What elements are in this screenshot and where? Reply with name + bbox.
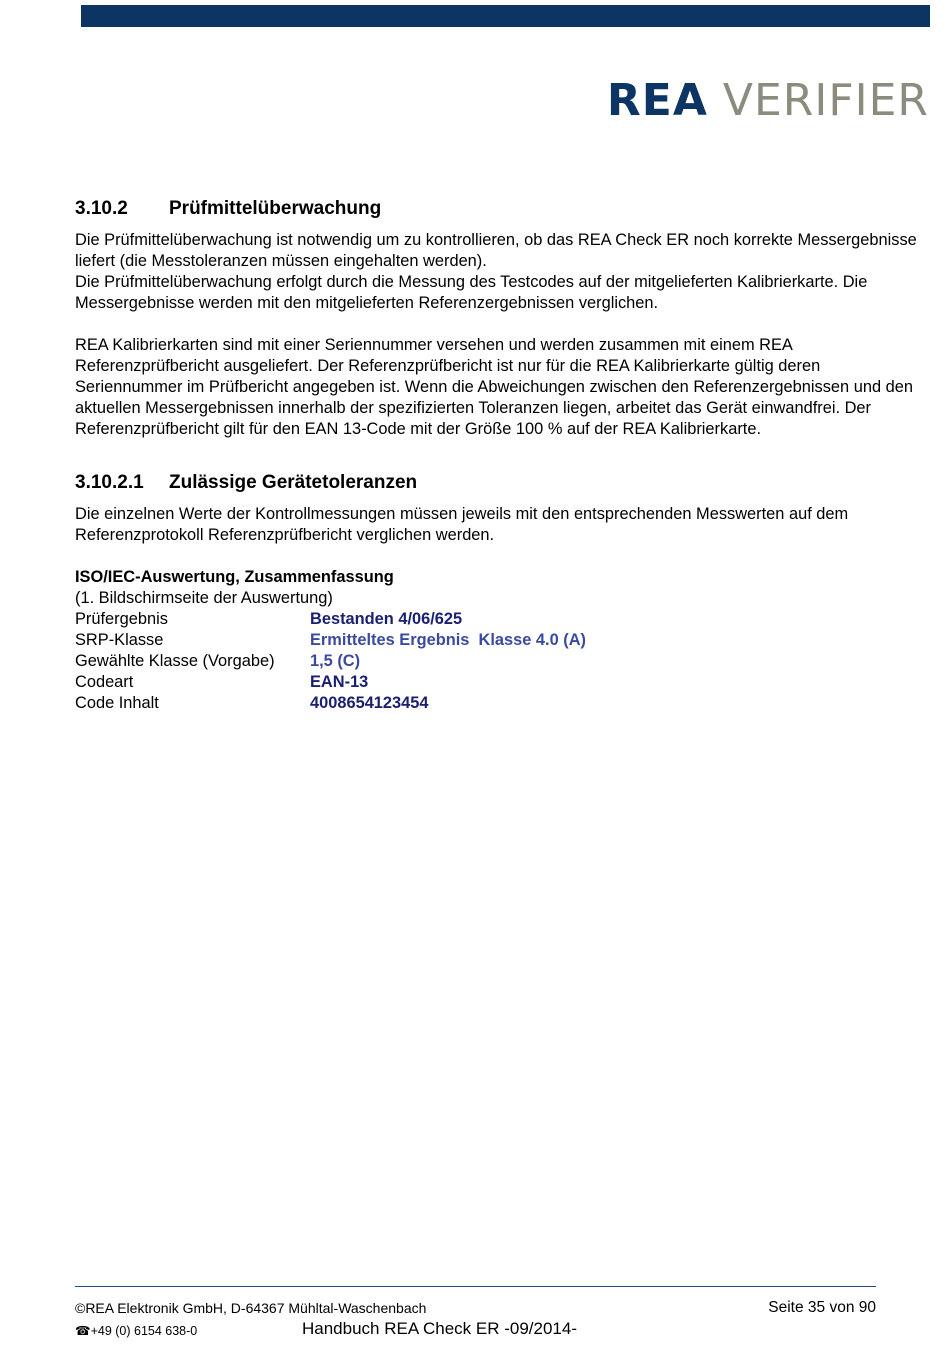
footer-company: ©REA Elektronik GmbH, D-64367 Mühltal-Waschenbach [75, 1300, 427, 1316]
table-row [75, 672, 586, 693]
section-paragraph-2: Die Prüfmittelüberwachung erfolgt durch die Messung des Testcodes auf der mitgelieferten Kalibrierkarte. Die Messergebnisse werden mit den mitgelieferten Referenzergebnissen verglichen. [75, 273, 868, 312]
subsection-paragraph: Die einzelnen Werte der Kontrollmessungen müssen jeweils mit den entsprechenden Messwerten auf dem Referenzprotokoll Referenzprüfbericht verglichen werden. [75, 505, 849, 544]
row-label: Codeart [75, 673, 134, 691]
logo-verifier: VERIFIER [722, 75, 929, 126]
row-value: Bestanden 4/06/625 [310, 610, 463, 628]
section-number: 3.10.2 [75, 198, 128, 219]
row-value: 1,5 (C) [310, 652, 361, 670]
section-paragraph-1: Die Prüfmittelüberwachung ist notwendig um zu kontrollieren, ob das REA Check ER noch korrekte Messergebnisse liefert (die Messtoleranzen müssen eingehalten werden). [75, 231, 917, 270]
subsection-title: Zulässige Gerätetoleranzen [169, 472, 418, 493]
row-value: Ermitteltes Ergebnis Klasse 4.0 (A) [310, 631, 587, 649]
table-row [75, 651, 586, 672]
subsection-heading [75, 470, 925, 496]
table-row [75, 609, 586, 630]
rea-verifier-logo [607, 76, 929, 126]
iso-subheading: (1. Bildschirmseite der Auswertung) [75, 589, 333, 607]
row-label: Prüfergebnis [75, 610, 168, 628]
row-value: 4008654123454 [310, 694, 429, 712]
footer-manual-title: Handbuch REA Check ER -09/2014- [302, 1319, 577, 1338]
row-label: Code Inhalt [75, 694, 159, 712]
table-row [75, 693, 586, 714]
header-bar [81, 5, 930, 27]
subsection-number: 3.10.2.1 [75, 472, 144, 493]
section-title: Prüfmittelüberwachung [169, 198, 382, 219]
row-label: SRP-Klasse [75, 631, 164, 649]
section-heading [75, 196, 925, 222]
footer-page-number: Seite 35 von 90 [768, 1299, 876, 1316]
iso-summary-table [75, 609, 586, 714]
row-label: Gewählte Klasse (Vorgabe) [75, 652, 275, 670]
footer-phone: ☎+49 (0) 6154 638-0 [75, 1324, 198, 1338]
page-content [75, 196, 925, 714]
row-value: EAN-13 [310, 673, 369, 691]
table-row [75, 630, 586, 651]
logo-rea: REA [606, 75, 708, 126]
section-paragraph-3: REA Kalibrierkarten sind mit einer Seriennummer versehen und werden zusammen mit einem REA Referenzprüfbericht ausgeliefert. Der Referenzprüfbericht ist nur für die REA Kalibrierkarte gültig deren Seriennummer im Prüfbericht angegeben ist. Wenn die Abweichungen zwischen den Referenzergebnissen und den aktuellen Messergebnissen innerhalb der spezifizierten Toleranzen liegen, arbeitet das Gerät einwandfrei. Der Referenzprüfbericht gilt für den EAN 13-Code mit der Größe 100 % auf der REA Kalibrierkarte. [75, 336, 913, 438]
footer-divider [75, 1286, 876, 1287]
iso-heading: ISO/IEC-Auswertung, Zusammenfassung [75, 568, 394, 586]
